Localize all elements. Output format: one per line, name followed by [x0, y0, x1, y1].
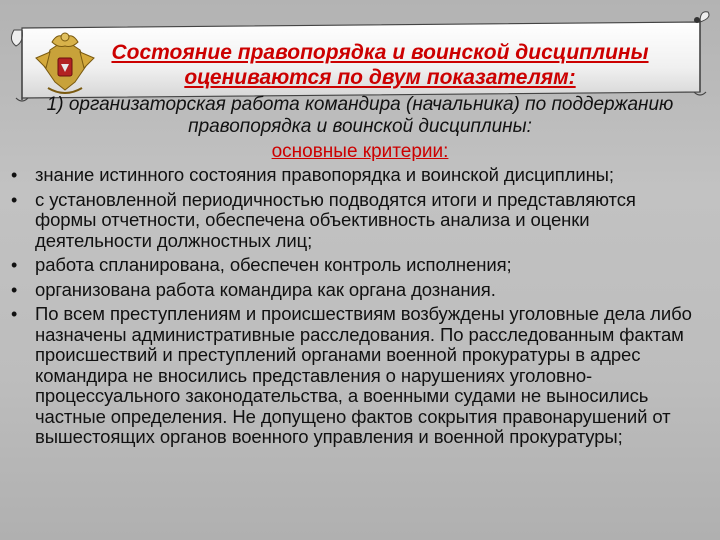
list-item-text: По всем преступлениям и происшествиям возбуждены уголовные дела либо назначены административные расследования. По расследованным фактам происшествий и преступлений органами военной прокуратуры в адрес командира не вносились представления о нарушениях уголовно-процессуального законодательства, а военными судами не выносились частные определения. Не допущено фактов сокрытия правонарушений от вышестоящих органов военного управления и военной прокуратуры; [35, 303, 692, 447]
list-item [0, 165, 700, 186]
page-title: Состояние правопорядка и воинской дисциплины оцениваются по двум показателям: [111, 41, 649, 89]
list-item [0, 255, 700, 276]
bullet-dot-icon: • [11, 304, 18, 324]
subtitle: 1) организаторская работа командира (начальника) по поддержанию правопорядка и воинской дисциплины: [46, 94, 674, 137]
bullet-dot-icon: • [11, 189, 18, 210]
criteria-heading: основные критерии: [271, 141, 449, 162]
list-item [0, 190, 700, 252]
bullet-dot-icon: • [11, 279, 18, 300]
list-item [0, 304, 700, 448]
list-item-text: работа спланирована, обеспечен контроль исполнения; [35, 254, 512, 275]
list-item-text: знание истинного состояния правопорядка и воинской дисциплины; [35, 164, 614, 185]
list-item [0, 280, 700, 301]
bullet-dot-icon: • [11, 165, 18, 185]
bullet-dot-icon: • [11, 255, 18, 275]
list-item-text: организована работа командира как органа дознания. [35, 278, 496, 300]
criteria-list [0, 165, 700, 452]
list-item-text: с установленной периодичностью подводятся итоги и представляются формы отчетности, обеспечена объективность анализа и оценки деятельности должностных лиц; [35, 188, 636, 251]
